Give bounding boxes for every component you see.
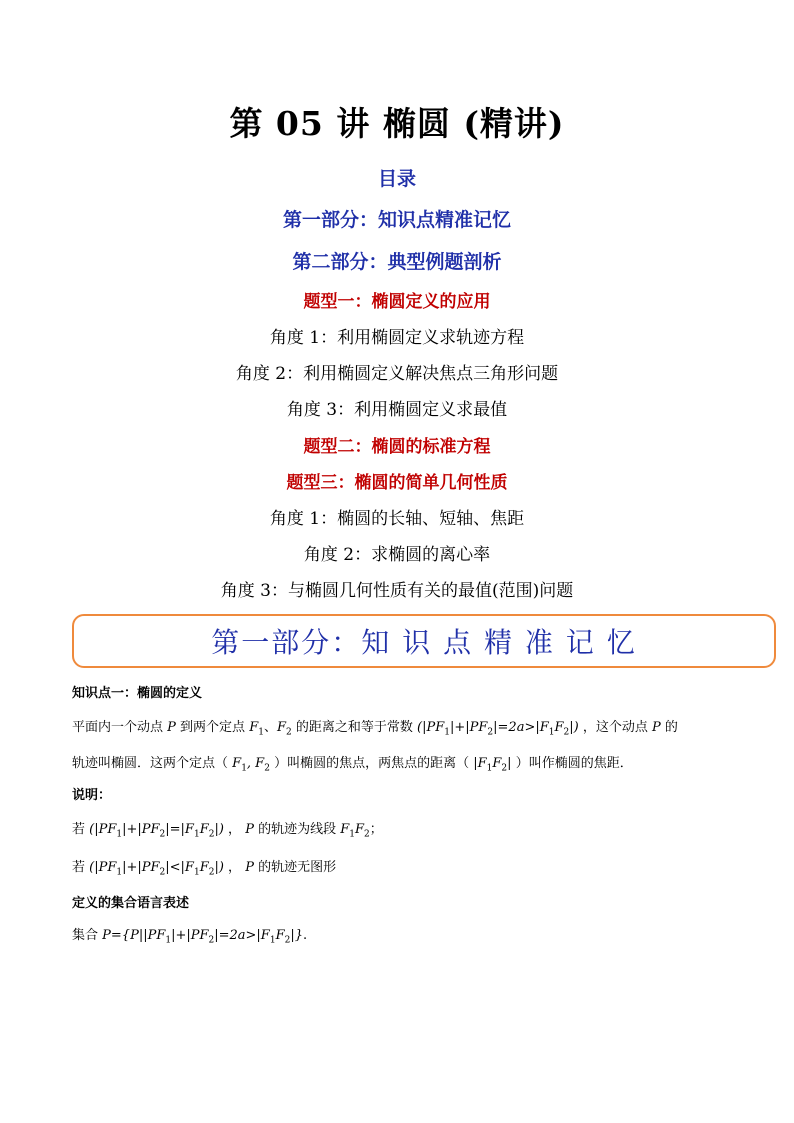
note-title: 说明： <box>72 788 112 803</box>
toc-heading[interactable]: 目录 <box>377 168 416 190</box>
knowledge-point-title: 知识点一：椭圆的定义 <box>72 686 203 701</box>
set-language-title: 定义的集合语言表述 <box>72 896 190 911</box>
section-banner <box>72 614 776 668</box>
toc-item-type3[interactable]: 题型三：椭圆的简单几何性质 <box>286 473 508 493</box>
toc-item-type3-angle1[interactable]: 角度 1：椭圆的长轴、短轴、焦距 <box>269 509 525 529</box>
page-title: 第 05 讲 椭圆 (精讲) <box>229 104 565 143</box>
toc-item-type3-angle3[interactable]: 角度 3：与椭圆几何性质有关的最值(范围)问题 <box>220 581 574 601</box>
toc-item-type2[interactable]: 题型二：椭圆的标准方程 <box>303 437 491 457</box>
section-banner-title: 第一部分：知 识 点 精 准 记 忆 <box>211 626 637 659</box>
note-line-1: 若 $(|PF_1|+|PF_2|=|F_1F_2|)$ ， P 的轨迹为线段 $F_1F_2$； <box>72 822 383 840</box>
definition-line-1: 平面内一个动点 P 到两个定点 $F_1$、$F_2$ 的距离之和等于常数 $(|PF_1|+|PF_2|=2a>|F_1F_2|)$ ，这个动点 P 的 <box>72 720 678 738</box>
set-definition-line: 集合 $P=\{P||PF_1|+|PF_2|=2a>|F_1F_2|\}$. <box>72 928 308 946</box>
definition-line-2: 轨迹叫椭圆．这两个定点（ $F_1$, $F_2$ ）叫椭圆的焦点，两焦点的距离（ $|F_1F_2|$ ）叫作椭圆的焦距． <box>72 756 633 774</box>
toc-item-type1-angle1[interactable]: 角度 1：利用椭圆定义求轨迹方程 <box>269 328 525 348</box>
toc-item-type1[interactable]: 题型一：椭圆定义的应用 <box>303 292 491 312</box>
toc-item-type3-angle2[interactable]: 角度 2：求椭圆的离心率 <box>303 545 491 565</box>
toc-item-type1-angle3[interactable]: 角度 3：利用椭圆定义求最值 <box>286 400 508 420</box>
toc-item-part2[interactable]: 第二部分：典型例题剖析 <box>292 251 502 273</box>
toc-item-part1[interactable]: 第一部分：知识点精准记忆 <box>282 209 511 231</box>
toc-item-type1-angle2[interactable]: 角度 2：利用椭圆定义解决焦点三角形问题 <box>235 364 559 384</box>
note-line-2: 若 $(|PF_1|+|PF_2|<|F_1F_2|)$ ， P 的轨迹无图形 <box>72 860 337 878</box>
